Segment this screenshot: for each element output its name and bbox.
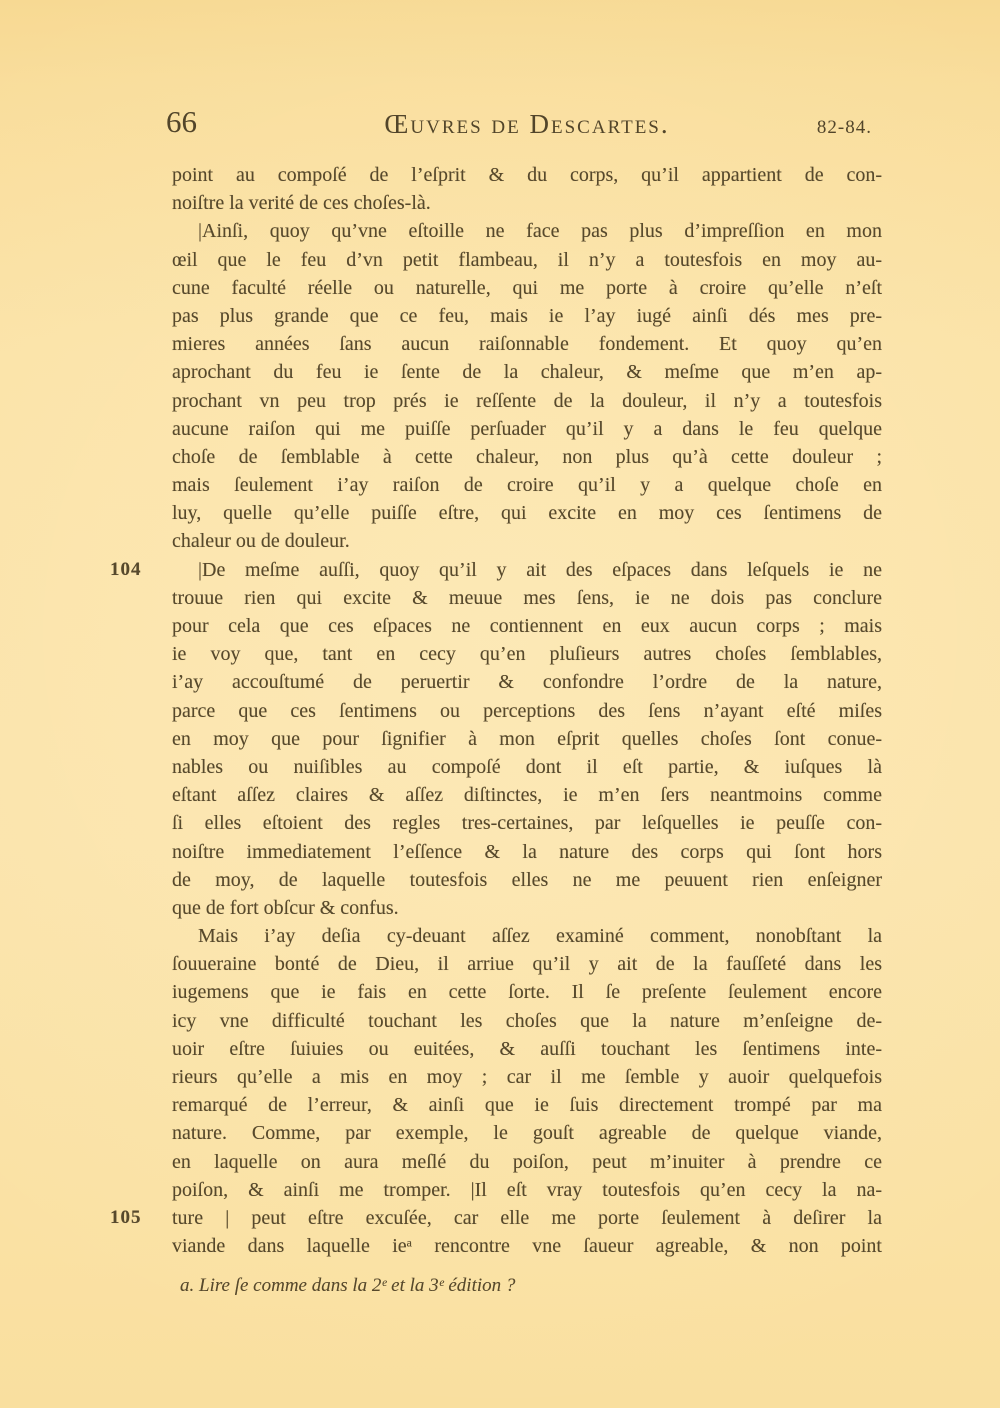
body-line: aprochant du feu ie ſente de la chaleur, & meſme que m’en ap- bbox=[172, 361, 882, 384]
body-line: en moy que pour ſignifier à mon eſprit quelles choſes ſont conue- bbox=[172, 727, 882, 750]
body-line: point au compoſé de l’eſprit & du corps, qu’il appartient de con- bbox=[172, 164, 882, 186]
body-line: noiſtre la verité de ces choſes-là. bbox=[172, 192, 431, 215]
body-line: mais ſeulement i’ay raiſon de croire qu’il y a quelque choſe en bbox=[172, 474, 882, 497]
body-line: pas plus grande que ce feu, mais ie l’ay iugé ainſi dés mes pre- bbox=[172, 304, 882, 327]
body-line: rieurs qu’elle a mis en moy ; car il me ſemble y auoir quelquefois bbox=[172, 1066, 882, 1088]
page-number: 66 bbox=[166, 104, 197, 139]
edition-column-reference: 82-84. bbox=[816, 117, 872, 138]
body-line: parce que ces ſentimens ou perceptions des ſens n’ayant eſté miſes bbox=[172, 699, 882, 722]
body-line: cune faculté réelle ou naturelle, qui me porte à croire qu’elle n’eſt bbox=[172, 276, 882, 299]
body-line: pour cela que ces eſpaces ne contiennent en eux aucun corps ; mais bbox=[172, 615, 882, 637]
body-line: noiſtre immediatement l’eſſence & la nature des corps qui ſont hors bbox=[172, 840, 882, 863]
running-title: Œuvres de Descartes. bbox=[384, 109, 670, 139]
body-line: ſouueraine bonté de Dieu, il arriue qu’il y ait de la fauſſeté dans les bbox=[172, 953, 882, 976]
body-line: iugemens que ie fais en cette ſorte. Il ſe preſente ſeulement encore bbox=[172, 981, 882, 1004]
body-line: choſe de ſemblable à cette chaleur, non plus qu’à cette douleur ; bbox=[172, 445, 882, 468]
body-text bbox=[172, 161, 882, 1260]
body-line: icy vne difficulté touchant les choſes que la nature m’enſeigne de- bbox=[172, 1009, 882, 1032]
body-line: mieres années ſans aucun raiſonnable fondement. Et quoy qu’en bbox=[172, 333, 882, 356]
body-line: |De meſme auſſi, quoy qu’il y ait des eſpaces dans leſquels ie ne bbox=[198, 558, 882, 581]
body-line: que de fort obſcur & confus. bbox=[172, 896, 399, 919]
body-line: Mais i’ay deſia cy-deuant aſſez examiné comment, nonobſtant la bbox=[198, 925, 882, 948]
body-line: ture | peut eſtre excuſée, car elle me porte ſeulement à deſirer la bbox=[172, 1206, 882, 1229]
body-line: i’ay accouſtumé de peruertir & confondre l’ordre de la nature, bbox=[172, 671, 882, 694]
body-line: œil que le feu d’vn petit flambeau, il n’y a toutesfois en moy au- bbox=[172, 248, 882, 271]
body-line: chaleur ou de douleur. bbox=[172, 530, 350, 553]
body-line: |Ainſi, quoy qu’vne eſtoille ne face pas plus d’impreſſion en mon bbox=[198, 220, 882, 243]
footnote: a. Lire ſe comme dans la 2ᵉ et la 3ᵉ édition ? bbox=[180, 1275, 516, 1296]
body-line: remarqué de l’erreur, & ainſi que ie ſuis directement trompé par ma bbox=[172, 1094, 882, 1117]
body-line: viande dans laquelle ieᵃ rencontre vne ſaueur agreable, & non point bbox=[172, 1235, 882, 1258]
body-line: nature. Comme, par exemple, le gouſt agreable de quelque viande, bbox=[172, 1122, 882, 1145]
body-line: en laquelle on aura meſlé du poiſon, peut m’inuiter à prendre ce bbox=[172, 1150, 882, 1173]
body-line: aucune raiſon qui me puiſſe perſuader qu’il y a dans le feu quelque bbox=[172, 417, 882, 440]
body-line: eſtant aſſez claires & aſſez diſtinctes, ie m’en ſers neantmoins comme bbox=[172, 784, 882, 807]
body-line: ſi elles eſtoient des regles tres-certaines, par leſquelles ie peuſſe con- bbox=[172, 812, 882, 835]
body-line: uoir eſtre ſuiuies ou euitées, & auſſi touchant les ſentimens inte- bbox=[172, 1037, 882, 1060]
body-line: trouue rien qui excite & meuue mes ſens, ie ne dois pas conclure bbox=[172, 586, 882, 609]
body-line: nables ou nuiſibles au compoſé dont il eſt partie, & iuſques là bbox=[172, 755, 882, 778]
page-header bbox=[166, 104, 882, 142]
body-line: ie voy que, tant en cecy qu’en pluſieurs autres choſes ſemblables, bbox=[172, 643, 882, 666]
body-line: de moy, de laquelle toutesfois elles ne me peuuent rien enſeigner bbox=[172, 868, 882, 891]
margin-page-number: 105 bbox=[110, 1207, 142, 1229]
body-line: luy, quelle qu’elle puiſſe eſtre, qui excite en moy ces ſentimens de bbox=[172, 502, 882, 525]
margin-page-number: 104 bbox=[110, 558, 142, 580]
body-line: poiſon, & ainſi me tromper. |Il eſt vray toutesfois qu’en cecy la na- bbox=[172, 1178, 882, 1201]
body-line: prochant vn peu trop prés ie reſſente de la douleur, il n’y a toutesfois bbox=[172, 389, 882, 412]
